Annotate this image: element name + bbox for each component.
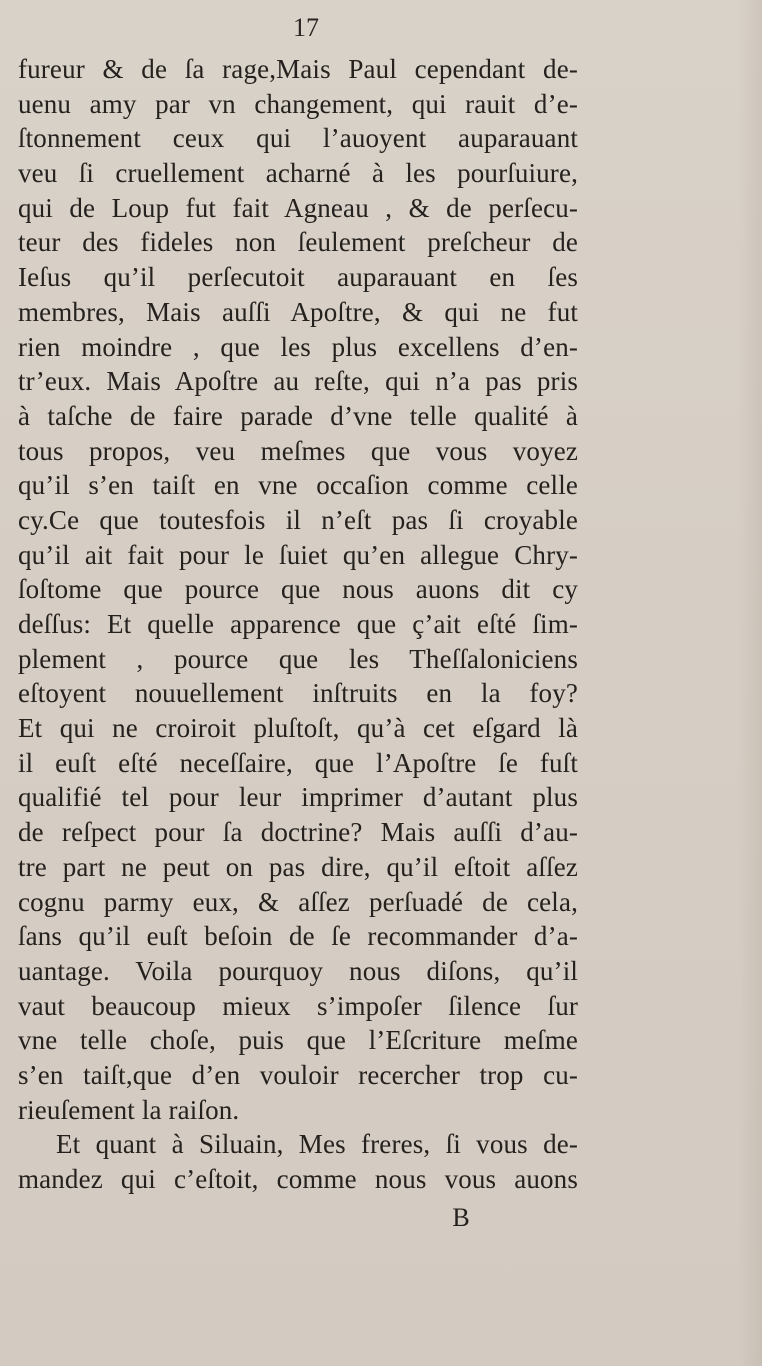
text-line: Ieſus qu’il perſecutoit auparauant en ſes [18, 262, 578, 293]
text-line: ſans qu’il euſt beſoin de ſe recommander d’a- [18, 921, 578, 952]
text-line: Et quant à Siluain, Mes freres, ſi vous de- [56, 1129, 578, 1160]
text-line: qui de Loup fut fait Agneau , & de perſecu- [18, 192, 578, 223]
text-line: vne telle choſe, puis que l’Eſcriture meſme [18, 1025, 578, 1056]
text-line: qu’il ait fait pour le ſuiet qu’en allegue Chry- [18, 539, 578, 570]
text-line: de reſpect pour ſa doctrine? Mais auſſi d’au- [18, 817, 578, 848]
signature-mark: B [452, 1203, 470, 1232]
text-line: rieuſement la raiſon. [18, 1094, 240, 1125]
text-line: à taſche de faire parade d’vne telle qualité à [18, 400, 578, 431]
text-line: tr’eux. Mais Apoſtre au reſte, qui n’a pas pris [18, 366, 578, 397]
text-line: eſtoyent nouuellement inſtruits en la foy? [18, 678, 578, 709]
text-line: ſtonnement ceux qui l’auoyent auparauant [18, 123, 578, 154]
text-line: veu ſi cruellement acharné à les pourſuiure, [18, 158, 578, 189]
text-line: qu’il s’en taiſt en vne occaſion comme celle [18, 470, 578, 501]
text-line: cognu parmy eux, & aſſez perſuadé de cela, [18, 886, 578, 917]
text-line: mandez qui c’eſtoit, comme nous vous auons [18, 1164, 578, 1194]
text-line: vaut beaucoup mieux s’impoſer ſilence ſur [18, 990, 578, 1021]
page-edge-shadow [738, 0, 762, 1366]
text-line: plement , pource que les Theſſaloniciens [18, 643, 578, 674]
text-line: teur des fideles non ſeulement preſcheur de [18, 227, 578, 258]
text-line: deſſus: Et quelle apparence que ç’ait eſté ſim- [18, 609, 578, 639]
text-line: tous propos, veu meſmes que vous voyez [18, 435, 578, 466]
text-line: uenu amy par vn changement, qui rauit d’e- [18, 88, 578, 119]
text-line: cy.Ce que toutesfois il n’eſt pas ſi croyable [18, 504, 578, 535]
text-line: uantage. Voila pourquoy nous diſons, qu’il [18, 955, 578, 986]
page-number: 17 [293, 13, 319, 42]
text-line: Et qui ne croiroit pluſtoſt, qu’à cet eſgard là [18, 713, 578, 744]
body-text [18, 52, 578, 1197]
text-line: qualifié tel pour leur imprimer d’autant plus [18, 782, 578, 813]
text-line: fureur & de ſa rage,Mais Paul cependant de- [18, 54, 578, 84]
text-line: il euſt eſté neceſſaire, que l’Apoſtre ſe fuſt [18, 747, 578, 778]
text-line: ſoſtome que pource que nous auons dit cy [18, 574, 578, 605]
text-line: membres, Mais auſſi Apoſtre, & qui ne fut [18, 296, 578, 327]
text-line: rien moindre , que les plus excellens d’en- [18, 331, 578, 362]
text-line: s’en taiſt,que d’en vouloir recercher trop cu- [18, 1059, 578, 1090]
text-line: tre part ne peut on pas dire, qu’il eſtoit aſſez [18, 851, 578, 882]
